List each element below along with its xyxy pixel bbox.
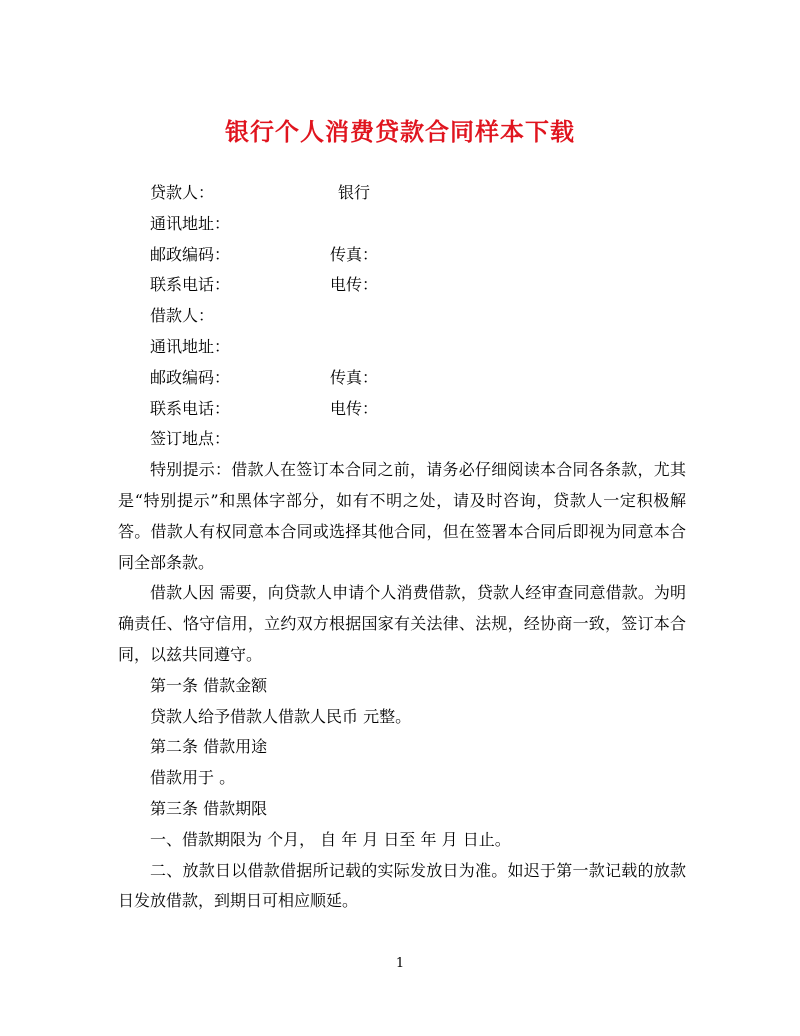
lender-bank: 银行 xyxy=(338,183,371,202)
borrower-fax-label: 传真： xyxy=(330,367,379,387)
borrower-label: 借款人： xyxy=(150,306,215,326)
article-1-text: 贷款人给予借款人借款人民币 元整。 xyxy=(150,706,412,726)
article-2-text: 借款用于 。 xyxy=(150,768,236,788)
lender-address-label: 通讯地址： xyxy=(150,213,231,233)
sign-place-row xyxy=(118,424,686,455)
article-1-heading: 第一条 借款金额 xyxy=(150,675,268,695)
borrower-address-row xyxy=(118,332,686,363)
borrower-phone-row xyxy=(118,394,686,425)
borrower-postcode-label: 邮政编码： xyxy=(150,367,231,387)
lender-postcode-row xyxy=(118,240,686,271)
lender-address-row xyxy=(118,209,686,240)
borrower-postcode-row xyxy=(118,363,686,394)
lender-postcode-label: 邮政编码： xyxy=(150,244,231,264)
lender-label: 贷款人： xyxy=(150,183,215,202)
borrower-phone-label: 联系电话： xyxy=(150,398,231,418)
preamble: 借款人因 需要，向贷款人申请个人消费借款，贷款人经审查同意借款。为明确责任、恪守信用，立约双方根据国家有关法律、法规，经协商一致，签订本合同，以兹共同遵守。 xyxy=(118,583,686,664)
page-number: 1 xyxy=(395,956,405,971)
article-3-clause-1: 一、借款期限为 个月， 自 年 月 日至 年 月 日止。 xyxy=(150,829,511,849)
borrower-row xyxy=(118,301,686,332)
lender-telex-label: 电传： xyxy=(330,275,379,295)
lender-fax-label: 传真： xyxy=(330,244,379,264)
article-3-heading: 第三条 借款期限 xyxy=(150,798,268,818)
special-notice: 特别提示：借款人在签订本合同之前，请务必仔细阅读本合同各条款，尤其是“特别提示”和黑体字部分，如有不明之处，请及时咨询，贷款人一定积极解答。借款人有权同意本合同或选择其他合同，但在签署本合同后即视为同意本合同全部条款。 xyxy=(118,460,686,572)
borrower-telex-label: 电传： xyxy=(330,398,379,418)
article-3-clause-2: 二、放款日以借款借据所记载的实际发放日为准。如迟于第一款记载的放款日发放借款，到期日可相应顺延。 xyxy=(118,860,686,911)
article-2-heading: 第二条 借款用途 xyxy=(150,737,268,757)
sign-place-label: 签订地点： xyxy=(150,429,231,449)
lender-phone-label: 联系电话： xyxy=(150,275,231,295)
lender-row xyxy=(118,178,686,209)
borrower-address-label: 通讯地址： xyxy=(150,336,231,356)
document-title: 银行个人消费贷款合同样本下载 xyxy=(225,117,575,146)
contract-body xyxy=(118,178,686,917)
lender-phone-row xyxy=(118,270,686,301)
